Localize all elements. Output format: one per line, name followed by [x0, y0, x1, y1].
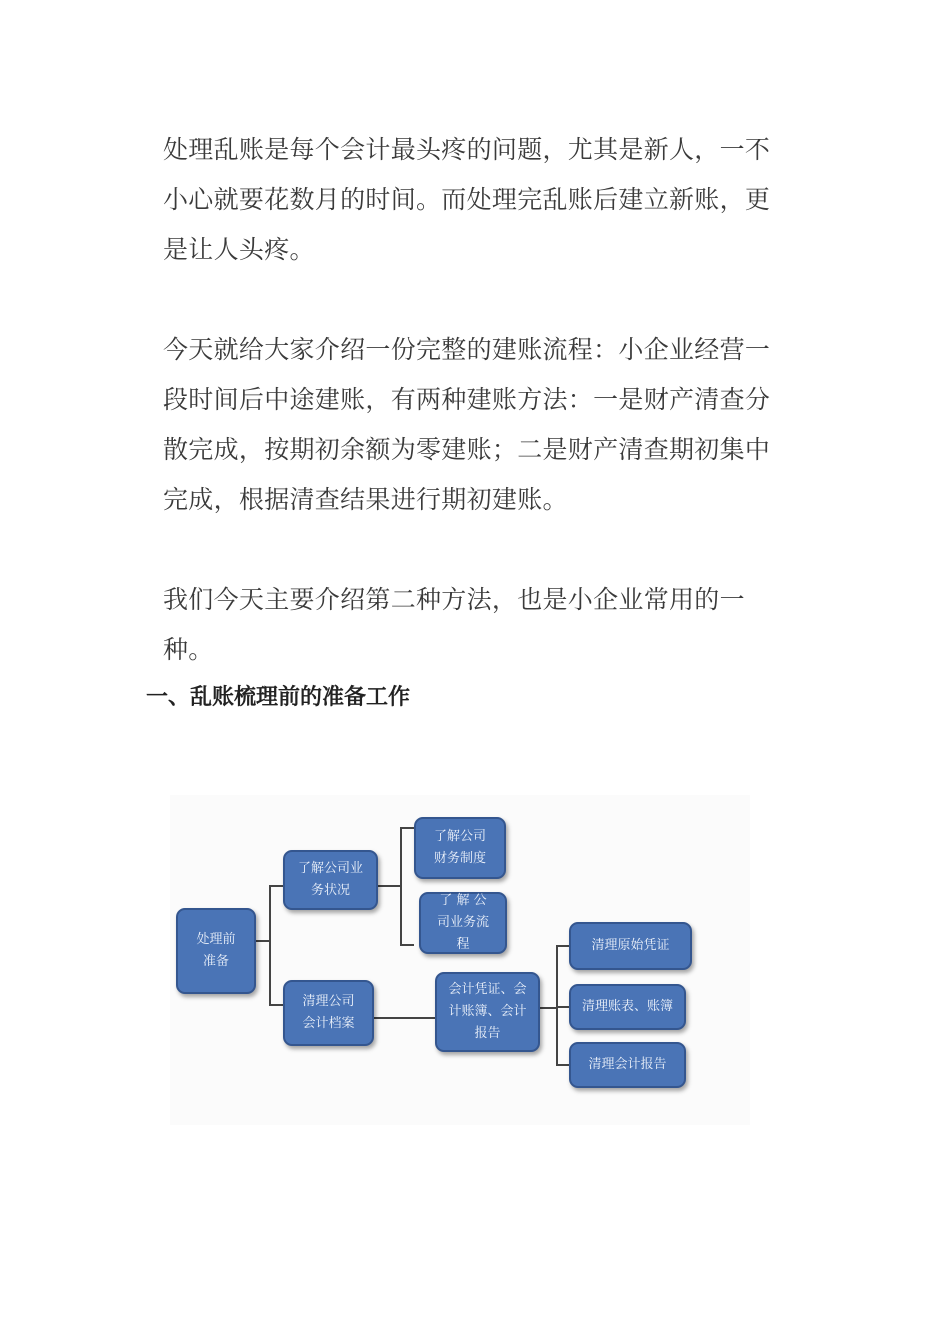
- section-heading: 一、乱账梳理前的准备工作: [146, 685, 411, 710]
- node-understand-business: [283, 850, 378, 910]
- node-archive-items: [435, 972, 540, 1052]
- connector-archives: [374, 1017, 438, 1019]
- connector-bracket-1-bottom: [269, 1004, 283, 1006]
- connector-bracket-3-top: [556, 945, 570, 947]
- node-finance-system-label: 了解公司财务制度: [433, 829, 486, 866]
- node-root: [176, 908, 256, 994]
- connector-business: [378, 885, 400, 887]
- node-business-process-label: 了 解 公 司业务流程: [436, 893, 489, 952]
- connector-bracket-3-bottom: [556, 1064, 570, 1066]
- node-finance-system: [414, 817, 506, 879]
- connector-bracket-1-top: [269, 885, 283, 887]
- intro-paragraph-2: 今天就给大家介绍一份完整的建账流程：小企业经营一段时间后中途建账，有两种建账方法：一是财产清查分散完成，按期初余额为零建账；二是财产清查期初集中完成，根据清查结果进行期初建账。: [163, 335, 771, 514]
- node-clean-archives: [283, 980, 374, 1046]
- connector-bracket-1: [269, 885, 271, 1005]
- node-understand-business-label: 了解公司业务状况: [297, 861, 363, 898]
- node-clean-archives-label: 清理公司会计档案: [302, 994, 355, 1031]
- node-clean-vouchers: [569, 922, 692, 970]
- node-clean-reports-label: 清理会计报告: [588, 1057, 667, 1072]
- node-root-label: 处理前准备: [196, 932, 236, 969]
- node-clean-books: [569, 984, 686, 1030]
- connector-items: [540, 1007, 556, 1009]
- connector-root: [256, 940, 270, 942]
- preparation-flowchart: [170, 795, 750, 1125]
- node-business-process: [419, 892, 507, 954]
- connector-bracket-3: [556, 945, 558, 1065]
- node-clean-books-label: 清理账表、账簿: [581, 999, 673, 1014]
- connector-bracket-3-mid: [556, 1006, 570, 1008]
- connector-bracket-2-bottom: [400, 944, 414, 946]
- connector-bracket-2: [400, 827, 402, 945]
- node-clean-vouchers-label: 清理原始凭证: [591, 938, 670, 953]
- node-archive-items-label: 会计凭证、会计账簿、会计报告: [448, 982, 527, 1041]
- connector-bracket-2-top: [400, 827, 414, 829]
- node-clean-reports: [569, 1042, 686, 1088]
- intro-paragraph-3: 我们今天主要介绍第二种方法，也是小企业常用的一种。: [163, 585, 745, 664]
- intro-paragraph-1: 处理乱账是每个会计最头疼的问题，尤其是新人，一不小心就要花数月的时间。而处理完乱账后建立新账，更是让人头疼。: [163, 135, 771, 264]
